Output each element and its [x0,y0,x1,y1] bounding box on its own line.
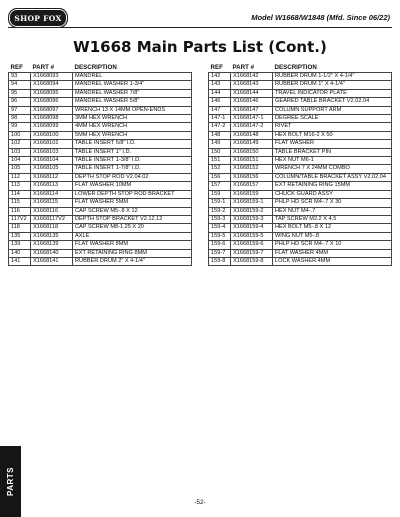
description-cell: WRENCH 7 X 24MM COMBO [273,165,392,173]
table-row [209,106,392,114]
ref-cell: 95 [9,89,31,97]
part-number-cell: X1668116 [31,207,73,215]
description-cell: MANDREL WASHER 1-3/4" [73,81,192,89]
table-row [209,215,392,223]
ref-cell: 105 [9,165,31,173]
description-cell: CAP SCREW M5-.8 X 12 [73,207,192,215]
description-cell: CHUCK GUARD ASSY [273,190,392,198]
ref-cell: 100 [9,131,31,139]
ref-cell: 159-5 [209,232,231,240]
description-cell: EXT RETAINING RING 15MM [273,182,392,190]
description-cell: WRENCH 13 X 14MM OPEN-ENDS [73,106,192,114]
part-number-cell: X1668113 [31,182,73,190]
part-number-cell: X1668151 [231,157,273,165]
parts-side-tab [0,446,21,517]
description-cell: FLAT WASHER 10MM [73,182,192,190]
table-row [9,232,192,240]
ref-cell: 96 [9,98,31,106]
part-number-cell: X1668147-2 [231,123,273,131]
table-row [209,140,392,148]
description-cell: 4MM HEX WRENCH [73,123,192,131]
description-cell: CAP SCREW M8-1.25 X 20 [73,224,192,232]
description-cell: HEX BOLT M16-2 X 50 [273,131,392,139]
description-cell: TAP SCREW M2.2 X 4.5 [273,215,392,223]
part-number-cell: X1668104 [31,157,73,165]
ref-cell: 147-2 [209,123,231,131]
description-cell: TABLE INSERT 1-3/8" I.D. [73,157,192,165]
ref-cell: 159-1 [209,199,231,207]
table-row [209,207,392,215]
ref-cell: 102 [9,140,31,148]
part-number-cell: X1668159-4 [231,224,273,232]
ref-cell: 147 [209,106,231,114]
description-cell: HEX NUT M4-.7 [273,207,392,215]
table-row [209,148,392,156]
table-row [209,131,392,139]
ref-cell: 159 [209,190,231,198]
model-header: Model W1668/W1848 (Mfd. Since 06/22) [251,13,390,22]
table-row [209,89,392,97]
table-row [9,207,192,215]
table-row [209,165,392,173]
table-row [9,182,192,190]
ref-cell: 115 [9,199,31,207]
ref-cell: 103 [9,148,31,156]
table-row [9,115,192,123]
table-header-row [9,63,192,73]
description-cell: PHLP HD SCR M4-.7 X 10 [273,241,392,249]
ref-cell: 159-2 [209,207,231,215]
part-number-cell: X1668093 [31,73,73,81]
table-row [209,115,392,123]
description-cell: FLAT WASHER [273,140,392,148]
description-cell: DEGREE SCALE [273,115,392,123]
part-number-cell: X1668159-6 [231,241,273,249]
table-row [9,140,192,148]
table-row [209,81,392,89]
part-number-cell: X1668140 [31,249,73,257]
part-number-cell: X1668099 [31,123,73,131]
ref-cell: 150 [209,148,231,156]
table-header-row [209,63,392,73]
ref-cell: 156 [209,173,231,181]
part-number-cell: X1668112 [31,173,73,181]
description-cell: TABLE INSERT 1" I.D. [73,148,192,156]
ref-cell: 142 [209,73,231,81]
part-number-cell: X1668143 [231,81,273,89]
part-number-cell: X1668147 [231,106,273,114]
col-part-header: PART # [232,64,255,71]
part-number-cell: X1668118 [31,224,73,232]
ref-cell: 94 [9,81,31,89]
part-number-cell: X1668115 [31,199,73,207]
table-row [209,123,392,131]
part-number-cell: X1668149 [231,140,273,148]
part-number-cell: X1668159-1 [231,199,273,207]
part-number-cell: X1668096 [31,98,73,106]
ref-cell: 143 [209,81,231,89]
table-row [9,241,192,249]
part-number-cell: X1668139 [31,241,73,249]
table-row [209,232,392,240]
part-number-cell: X1668103 [31,148,73,156]
part-number-cell: X1668098 [31,115,73,123]
description-cell: AXLE [73,232,192,240]
table-row [9,148,192,156]
part-number-cell: X1668095 [31,89,73,97]
table-row [9,249,192,257]
part-number-cell: X1668159-2 [231,207,273,215]
description-cell: TRAVEL INDICATOR PLATE [273,89,392,97]
description-cell: DEPTH STOP BRACKET V2.12.12 [73,215,192,223]
ref-cell: 114 [9,190,31,198]
description-cell: FLAT WASHER 8MM [73,241,192,249]
part-number-cell: X1668152 [231,165,273,173]
ref-cell: 117V2 [9,215,31,223]
description-cell: RUBBER DRUM 1-1/2" X 4-1/4" [273,73,392,81]
col-part-header: PART # [32,64,55,71]
ref-cell: 148 [209,131,231,139]
description-cell: MANDREL [73,73,192,81]
part-number-cell: X1668141 [31,257,73,265]
ref-cell: 116 [9,207,31,215]
table-row [9,165,192,173]
part-number-cell: X1668159-5 [231,232,273,240]
header-rule [8,27,392,28]
part-number-cell: X1668117V2 [31,215,73,223]
description-cell: PHLP HD SCR M4-.7 X 30 [273,199,392,207]
table-row [9,89,192,97]
table-row [9,131,192,139]
part-number-cell: X1668156 [231,173,273,181]
description-cell: LOCK WASHER 4MM [273,257,392,265]
ref-cell: 112 [9,173,31,181]
description-cell: LOWER DEPTH STOP ROD BRACKET [73,190,192,198]
table-row [9,98,192,106]
logo-text: SHOP FOX [14,13,62,23]
table-row [9,81,192,89]
table-row [209,241,392,249]
part-number-cell: X1668144 [231,89,273,97]
part-number-cell: X1668159 [231,190,273,198]
ref-cell: 159-8 [209,257,231,265]
part-number-cell: X1668146 [231,98,273,106]
ref-cell: 149 [209,140,231,148]
description-cell: COLUMN/TABLE BRACKET ASSY V2.02.04 [273,173,392,181]
table-row [209,157,392,165]
ref-cell: 157 [209,182,231,190]
table-row [9,123,192,131]
part-number-cell: X1668159-7 [231,249,273,257]
description-cell: RUBBER DRUM 1" X 4-1/4" [273,81,392,89]
description-cell: COLUMN SUPPORT ARM [273,106,392,114]
ref-cell: 146 [209,98,231,106]
table-row [209,249,392,257]
table-row [209,98,392,106]
ref-cell: 99 [9,123,31,131]
ref-cell: 141 [9,257,31,265]
ref-cell: 104 [9,157,31,165]
ref-cell: 152 [209,165,231,173]
part-number-cell: X1668142 [231,73,273,81]
parts-table-right [208,63,392,266]
ref-cell: 159-3 [209,215,231,223]
part-number-cell: X1668150 [231,148,273,156]
shop-fox-logo [8,8,68,28]
table-row [209,199,392,207]
description-cell: FLAT WASHER 5MM [73,199,192,207]
ref-cell: 144 [209,89,231,97]
part-number-cell: X1668097 [31,106,73,114]
description-cell: RUBBER DRUM 2" X 4-1/4" [73,257,192,265]
ref-cell: 159-4 [209,224,231,232]
part-number-cell: X1668105 [31,165,73,173]
ref-cell: 97 [9,106,31,114]
description-cell: RIVET [273,123,392,131]
parts-table-left [8,63,192,266]
col-description-header: DESCRIPTION [274,64,317,71]
description-cell: TABLE INSERT 5/8" I.D. [73,140,192,148]
ref-cell: 140 [9,249,31,257]
part-number-cell: X1668148 [231,131,273,139]
col-ref-header: REF [10,64,23,71]
page-number: -52- [194,499,206,506]
page-title: W1668 Main Parts List (Cont.) [73,38,327,56]
table-row [9,73,192,81]
table-row [9,215,192,223]
description-cell: 5MM HEX WRENCH [73,131,192,139]
table-row [209,182,392,190]
part-number-cell: X1668147-1 [231,115,273,123]
part-number-cell: X1668114 [31,190,73,198]
description-cell: DEPTH STOP ROD V2.04.02 [73,173,192,181]
description-cell: HEX BOLT M5-.8 X 12 [273,224,392,232]
part-number-cell: X1668159-3 [231,215,273,223]
table-row [209,190,392,198]
description-cell: MANDREL WASHER 7/8" [73,89,192,97]
ref-cell: 139 [9,241,31,249]
description-cell: WING NUT M5-.8 [273,232,392,240]
part-number-cell: X1668135 [31,232,73,240]
part-number-cell: X1668100 [31,131,73,139]
part-number-cell: X1668094 [31,81,73,89]
table-row [9,190,192,198]
description-cell: FLAT WASHER 4MM [273,249,392,257]
description-cell: TABLE BRACKET PIN [273,148,392,156]
description-cell: 3MM HEX WRENCH [73,115,192,123]
table-row [209,73,392,81]
table-row [9,224,192,232]
col-ref-header: REF [210,64,223,71]
ref-cell: 147-1 [209,115,231,123]
description-cell: HEX NUT M6-1 [273,157,392,165]
description-cell: GEARED TABLE BRACKET V2.02.04 [273,98,392,106]
table-row [209,257,392,265]
ref-cell: 151 [209,157,231,165]
ref-cell: 159-7 [209,249,231,257]
ref-cell: 113 [9,182,31,190]
table-row [9,106,192,114]
description-cell: EXT RETAINING RING 8MM [73,249,192,257]
ref-cell: 159-6 [209,241,231,249]
table-row [9,199,192,207]
part-number-cell: X1668159-8 [231,257,273,265]
table-row [9,257,192,265]
table-row [9,157,192,165]
table-row [9,173,192,181]
description-cell: TABLE INSERT 1-7/8" I.D. [73,165,192,173]
table-row [209,224,392,232]
part-number-cell: X1668157 [231,182,273,190]
description-cell: MANDREL WASHER 5/8" [73,98,192,106]
ref-cell: 93 [9,73,31,81]
side-tab-label: PARTS [6,466,15,497]
ref-cell: 118 [9,224,31,232]
ref-cell: 135 [9,232,31,240]
part-number-cell: X1668102 [31,140,73,148]
ref-cell: 98 [9,115,31,123]
col-description-header: DESCRIPTION [74,64,117,71]
table-row [209,173,392,181]
